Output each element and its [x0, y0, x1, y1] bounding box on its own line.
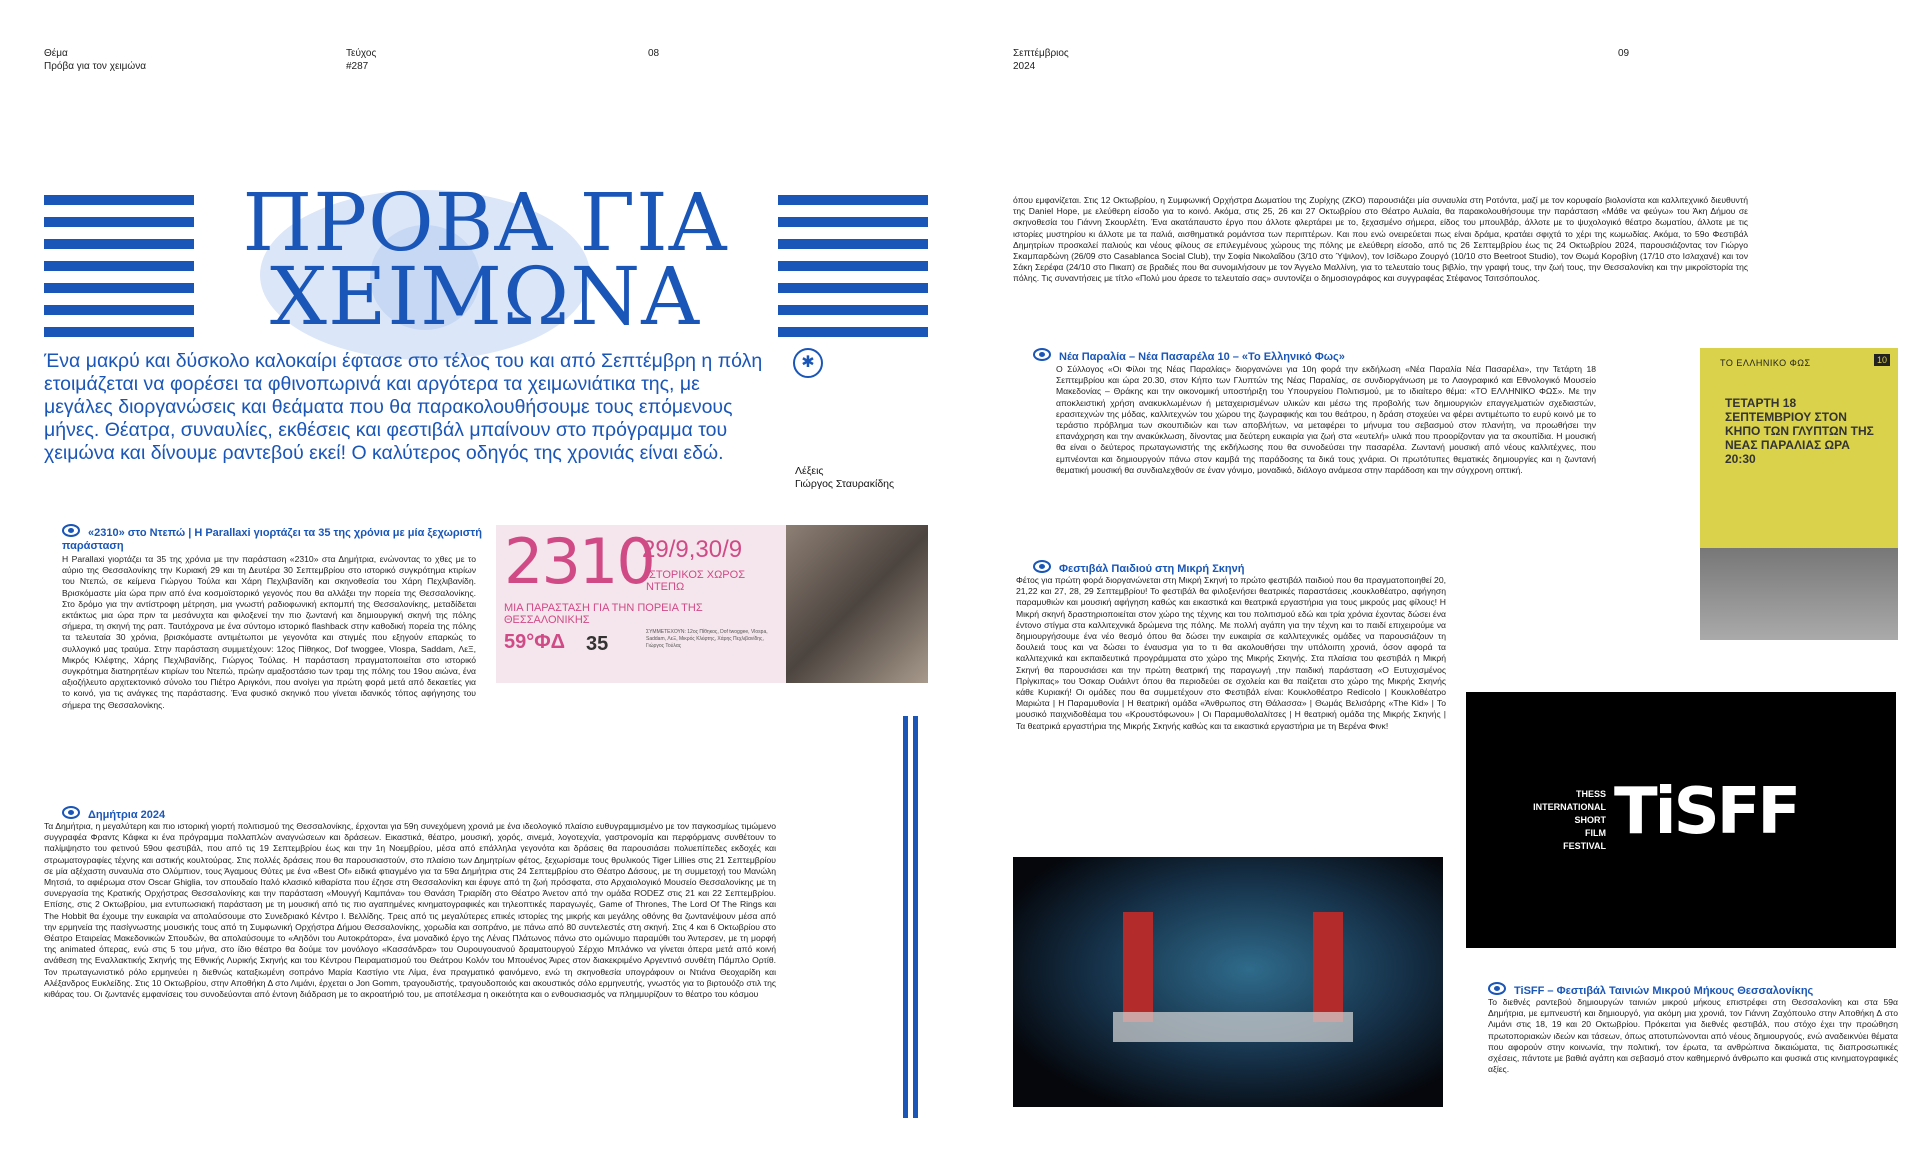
header-issue-label: Τεύχος [346, 48, 377, 59]
section-neaparalia-body: Ο Σύλλογος «Οι Φίλοι της Νέας Παραλίας» διοργανώνει για 10η φορά την εκδήλωση «Νέα Παραλία Νέα Πασαρέλα», την Τετάρτη 18 Σεπτεμβρίου και ώρα 20.30, στον Κήπο των Γλυπτών της Νέας Παραλίας, σε συνδιοργάνωση με το Λαογραφικό και Εθνολογικό Μουσείο Μακεδονίας – Θράκης και την οικονομική υποστήριξη του Υπουργείου Πολιτισμού, με το ιδιαίτερο θέμα: «ΤΟ ΕΛΛΗΝΙΚΟ ΦΩΣ». Με την αποκλειστική χρήση ανακυκλωμένων ή μεταχειρισμένων υλικών και μέσω της προβολής των δημιουργιών επαγγελματιών σχεδιαστών, ερασιτεχνών της μόδας, καλλιτεχνών του χώρου της ζωγραφικής και του θεάτρου, η δράση στοχεύει να φέρει αντιμέτωπο το ευρύ κοινό με το τεράστιο πρόβλημα των σκουπιδιών και των αποβλήτων, να μεταφέρει το μήνυμα του σεβασμού στον πλανήτη, να προωθήσει την επανάχρηση και την ανακύκλωση, δίνοντας μια δεύτερη ευκαιρία για ζωή στα «ευτελή» υλικά που προορίζονταν για τα σκουπίδια. Η μουσική θα είναι ο δεύτερος πρωταγωνιστής της εκδήλωσης που θα συνοδεύσει την πασαρέλα. Ζωντανή μουσική από νέους καλλιτέχνες, που εμπνέονται και δημιουργούν πάνω στον καμβά της παράδοσης τα δικά τους χνάρια. Οι πρωτότυπες θεματικές δημιουργίες και η ζωντανή θεματική μουσική θα συνδιαλεχθούν σε έναν γόνιμο, μοναδικό, διάλογο ανάμεσα στην παράδοση και την σύγχρονη οπτική. [1056, 364, 1596, 475]
byline-author: Γιώργος Σταυρακίδης [795, 478, 895, 490]
eye-icon [1033, 348, 1051, 361]
poster-title: ΤΟ ΕΛΛΗΝΙΚΟ ΦΩΣ [1720, 358, 1811, 368]
page-number-left: 08 [648, 48, 660, 59]
tisff-logo-panel [1466, 692, 1896, 948]
section-neaparalia-heading: Νέα Παραλία – Νέα Πασαρέλα 10 – «Το Ελληνικό Φως» [1033, 348, 1633, 364]
lead-paragraph: Ένα μακρύ και δύσκολο καλοκαίρι έφτασε στο τέλος του και από Σεπτέμβρη η πόλη ετοιμάζεται να φορέσει τα φθινοπωρινά και αργότερα τα χειμωνιάτικα της, με μεγάλες διοργανώσεις και θεάματα που θα παρακολουθήσουμε τους επόμενους μήνες. Θέατρα, συναυλίες, εκθέσεις και φεστιβάλ μπαίνουν στο πρόγραμμα του χειμώνα και δίνουμε ραντεβού εκεί! Ο καλύτερος οδηγός της χρονιάς είναι εδώ. [44, 350, 763, 464]
performers-photo [786, 525, 928, 683]
ad-2310-number: 2310 [504, 525, 654, 598]
page-title-line1: ΠΡΟΒΑ ΓΙΑ [242, 176, 728, 269]
tisff-small-text: THESS INTERNATIONAL SHORT FILM FESTIVAL [1533, 789, 1606, 851]
section-2310-heading: «2310» στο Ντεπώ | Η Parallaxi γιορτάζει τα 35 της χρόνια με μία ξεχωριστή παράσταση [62, 524, 482, 553]
ad-2310-festival-mark: 59°ΦΔ [504, 631, 566, 653]
section-tisff-body: Το διεθνές ραντεβού δημιουργών ταινιών μικρού μήκους επιστρέφει στη Θεσσαλονίκη και στα 59α Δημήτρια, με εμπνευστή και δημιουργό, για ακόμη μια χρονιά, τον Γιάννη Ζαχόπουλο στην Αποθήκη Δ στο Λιμάνι στις 18, 19 και 20 Οκτωβρίου. Πρόκειται για διεθνές φεστιβάλ, που στόχο έχει την προώθηση πρωτοποριακών ιδεών και τάσεων, όπως αποτυπώνονται από νέους δημιουργούς, ενώ αναδεικνύει θέματα που αφορούν στην κοινωνία, την πολιτική, τον έρωτα, τα ανθρώπινα δικαιώματα, τις διαπροσωπικές σχέσεις, πάντοτε με βαθιά αγάπη και σεβασμό στον καθημερινό άνθρωπο και φυσικά στις κινηματογραφικές αξίες. [1488, 997, 1898, 1075]
poster-number: 10 [1874, 354, 1890, 366]
section-dimitria-body: Τα Δημήτρια, η μεγαλύτερη και πιο ιστορική γιορτή πολιτισμού της Θεσσαλονίκης, έρχονται για 59η συνεχόμενη χρονιά με ένα ιδεολογικό πλαίσιο ευθυγραμμισμένο με τον παγκοσμίως τιμώμενο συγγραφέα Φραντς Κάφκα κι ένα πρόγραμμα πολλαπλών αναγνώσεων και δράσεων. Εικαστικά, θέατρο, μουσική, χορός, σινεμά, λογοτεχνία, γαστρονομία και περφόρμανς συνθέτουν το παλίμψηστο του φετινού 59ου φεστιβάλ, που από τις 19 Σεπτεμβρίου έως και την 1η Νοεμβρίου, μέσα από επάλληλα γεγονότα και δράσεις θα παρουσιάσει πολυεπίπεδες εκδοχές και στρωματογραφίες τέχνης και αστικής κουλτούρας. Στις πολλές δράσεις που θα παρουσιαστούν, στο πλαίσιο των Δημητρίων φέτος, ξεχωρίσαμε τους θρυλικούς Tiger Lillies στις 21 Σεπτεμβρίου σε μία αξέχαστη συναυλία στο Ολύμπιον, τους Άγαμους Θύτες με ένα «Best Of» ειδικά φτιαγμένο για τα 59α Δημήτρια στις 24 Σεπτεμβρίου στο Θέατρο Δάσους, με τη συμμετοχή του Μανώλη Μητσιά, το αφιέρωμα στον Oscar Ghiglia, τον σπουδαίο Ιταλό κλασικό κιθαρίστα που έζησε στη Θεσσαλονίκη και έφυγε από τη ζωή πρόσφατα, στο Αρχαιολογικό Μουσείο Θεσσαλονίκης με τη συνεργασία της Κρατικής Ορχήστρας Θεσσαλονίκης και την παράσταση «Μουγγή Καμπάνα» του Θανάση Τριαρίδη στο Θέατρο Άνετον από την ομάδα RODEZ στις 21 και 22 Σεπτεμβρίου. Επίσης, στις 2 Οκτωβρίου, μια εντυπωσιακή παράσταση με τη μουσική από τις πιο αγαπημένες κινηματογραφικές και τηλεοπτικές παραγωγές, Game of Thrones, The Lord Of The Rings και The Hobbit θα έχουμε την ευκαιρία να απολαύσουμε στο Συνεδριακό Κέντρο Ι. Βελλίδης. Τρεις από τις μεγαλύτερες επικές ιστορίες της μικρής και μεγάλης οθόνης θα ζωντανέψουν μέσα από την ερμηνεία της πασίγνωστης μουσικής τους από τη Συμφωνική Ορχήστρα Δήμου Θεσσαλονίκης, χορωδία και σοπράνο, με πάνω από 80 συντελεστές στη σκηνή. Στις 4 και 6 Οκτωβρίου στο Θέατρο Εταιρείας Μακεδονικών Σπουδών, θα απολαύσουμε το «Αηδόνι του Αυτοκράτορα», ένα μοναδικό έργο της Λένας Πλάτωνος πάνω στο ομώνυμο παραμύθι του Άντερσεν, με τη μορφή της animated όπερας, ενώ στις 5 του μήνα, στο ίδιο θέατρο θα δούμε τον μονόλογο «Κασσάνδρα» του Ουρουγουανού δραματουργού Σέρχιο Μπλάνκο να γίνεται όπερα μετά από κοινή ανάθεση της Εναλλακτικής Σκηνής της Εθνικής Λυρικής Σκηνής και του Κέντρου Πειραματισμού του Θεάτρου Κολόν του Μπουένος Άιρες στον διακεκριμένο Αργεντινό συνθέτη Πάμπλο Ορτίθ. Τον πρωταγωνιστικό ρόλο ερμηνεύει η διεθνώς καταξιωμένη σοπράνο Μαρία Καστίγιο ντε Λίμα, ένα πραγματικό φαινόμενο, ενώ τη σκηνοθεσία υπογράφουν οι Ντιάνα Θεοχαρίδη και Αλέξανδρος Ευκλείδης. Στις 10 Οκτωβρίου, στην Αποθήκη Δ στο Λιμάνι, έρχεται ο Jon Gomm, τραγουδιστής, τραγουδοποιός και ακουστικός σόλο ερμηνευτής, γνωστός για το βιρτουόζο στιλ της κιθάρας του. Οι ζωντανές εμφανίσεις του συνοδεύονται από έντονη διάδραση με το ακροατήριό του, με αποτέλεσμα η οικειότητα και ο ενθουσιασμός να πλημμυρίζουν το θέατρο του κόσμου [44, 821, 776, 1000]
poster-elliniko-fos [1700, 348, 1898, 640]
ad-2310-subtitle: ΜΙΑ ΠΑΡΑΣΤΑΣΗ ΓΙΑ ΤΗΝ ΠΟΡΕΙΑ ΤΗΣ ΘΕΣΣΑΛΟΝΙΚΗΣ [504, 602, 703, 626]
header-date [1013, 47, 1069, 73]
tisff-logo-mark: TiSFF [1614, 775, 1799, 849]
ad-2310-place: ΙΣΤΟΡΙΚΟΣ ΧΩΡΟΣ ΝΤΕΠΩ [646, 569, 745, 593]
vertical-rule-2 [913, 716, 918, 1118]
header-section-label: Θέμα [44, 48, 68, 59]
page-title-line2: ΧΕΙΜΩΝΑ [270, 250, 700, 343]
header-issue [346, 47, 376, 73]
eye-icon [62, 806, 80, 819]
star-icon: ✱ [793, 348, 823, 378]
header-year: 2024 [1013, 61, 1036, 72]
stage-photo [1013, 857, 1443, 1107]
section-dimitria-continued: όπου εμφανίζεται. Στις 12 Οκτωβρίου, η Συμφωνική Ορχήστρα Δωματίου της Ζυρίχης (ZKO) παρουσιάζει μία συναυλία στη Ροτόντα, μαζί με τον κορυφαίο βιολονίστα και καλλιτεχνικό διευθυντή της Daniel Hope, με ελεύθερη είσοδο για το κοινό. Ακόμα, στις 25, 26 και 27 Οκτωβρίου στο Θέατρο Αυλαία, θα παρακολουθήσουμε την παράσταση «Μάθε να φεύγω» του Άκη Δήμου σε σκηνοθεσία του Γιάννη Σκουρλέτη. Ένα ακατάπαυστο έργο που άλλοτε φλερτάρει με το, ξεχασμένο σήμερα, είδος του μπουλβάρ, άλλοτε με το ψυχολογικό θέατρο δωματίου, άλλοτε με τις ιστορίες μυστηρίου κι άλλοτε με τα παλιά, αισθηματικά ρομάντσα των περιπτέρων. Και που ενώ ονειρεύεται πως είναι δράμα, κρατάει σφιχτά το χέρι της κωμωδίας. Ακόμα, το 59ο Φεστιβάλ Δημητρίων προσκαλεί παλιούς και νέους φίλους σε επιλεγμένους χώρους της πόλης με ελεύθερη είσοδο, από τις 26 Σεπτεμβρίου έως τις 24 Οκτωβρίου 2024, παρουσιάζοντας τον Γιώργο Σκαμπαρδώνη (26/09 στο Casablanca Social Club), την Σοφία Νικολαΐδου (3/10 στο Ύψιλον), τον Ισίδωρο Ζουργό (10/10 στο Beetroot Studio), τον Θωμά Κοροβίνη (17/10 στο Ισλαχανέ) και τον Σάκη Σερέφα (24/10 στο Πικαπ) σε βραδιές που θα συνομιλήσουν με τον Άγγελο Μαλλίνη, για το τελευταίο τους βιβλίο, την γραφή τους, την ζωή τους, την Θεσσαλονίκη και την μικροϊστορία της πόλης. Τις συναντήσεις με τίτλο «Πολύ μου άρεσε το τελευταίο σας» συντονίζει ο δημοσιογράφος και συγγραφέας Στέφανος Τσιτσόπουλος. [1013, 195, 1748, 284]
eye-icon [1033, 560, 1051, 573]
section-2310-body: Η Parallaxi γιορτάζει τα 35 της χρόνια με την παράσταση «2310» στα Δημήτρια, ενώνοντας το χθες με το αύριο της Θεσσαλονίκης την Κυριακή 29 και τη Δευτέρα 30 Σεπτεμβρίου στο ιστορικό συγκρότημα κτιρίων του Ντεπώ, σε κείμενα Γιώργου Τούλα και Χάρη Πεχλιβανίδη και σκηνοθεσία του Χάρη Πεχλιβανίδη. Βρισκόμαστε μία ώρα πριν από ένα κοσμοϊστορικό γεγονός που θα αλλάξει την πορεία της Θεσσαλονίκης. Στο δρόμο για την αντίστροφη μέτρηση, μια γνωστή ραδιοφωνική εκπομπή της Θεσσαλονίκης, μεταδίδεται εκτάκτως μια ώρα πριν τα μεσάνυχτα και φιλοξενεί την πιο ζωντανή και δημιουργική σκηνή της πόλης σήμερα, τη σκηνή της ραπ. Ταυτόχρονα με ένα σύντομο ιστορικό flashback στην καθοδική πορεία της πόλης τα τελευταία 30 χρόνια, βρισκόμαστε αντιμέτωποι με γεγονότα και στιγμές που εξηγούν επαρκώς το συλλογικό μας τραύμα. Στην παράσταση συμμετέχουν: 12ος Πίθηκος, Dof twoggee, Vlospa, Saddam, ΛεΞ, Μικρός Κλέφτης, Χάρης Πεχλιβανίδης, Γιώργος Τούλας. Η παράσταση πραγματοποιείται στο ιστορικό συγκρότημα διατηρητέων κτιρίων του Ντεπώ, πρώην αμαξοστάσιο των τραμ της πόλης του 19ου αιώνα, ένα αξιοζήλευτο αρχιτεκτονικό σύνολο του Πιέτρο Αριγκόνι, που ανοίγει για πρώτη φορά μετά από δεκαετίες για το κοινό, για τις ανάγκες της παράστασης. Ένα φυσικό σκηνικό που γίνεται ιδανικός τόπος αφήγησης του σήμερα της Θεσσαλονίκης. [62, 554, 476, 710]
section-tisff-heading: TiSFF – Φεστιβάλ Ταινιών Μικρού Μήκους Θεσσαλονίκης [1488, 982, 1908, 998]
byline-label: Λέξεις [795, 465, 824, 477]
byline [795, 465, 894, 491]
header-month: Σεπτέμβριος [1013, 48, 1069, 59]
eye-icon [1488, 982, 1506, 995]
header-issue-value: #287 [346, 61, 369, 72]
section-kids-heading: Φεστιβάλ Παιδιού στη Μικρή Σκηνή [1033, 560, 1433, 576]
page-number-right: 09 [1618, 48, 1630, 59]
vertical-rule-1 [903, 716, 908, 1118]
header-section [44, 47, 146, 73]
ad-2310-years-mark: 35 [586, 633, 609, 655]
ad-2310 [496, 525, 786, 683]
ad-2310-dates: 29/9,30/9 [642, 536, 743, 563]
section-dimitria-heading: Δημήτρια 2024 [62, 806, 462, 822]
poster-photo [1700, 548, 1898, 640]
section-kids-body: Φέτος για πρώτη φορά διοργανώνεται στη Μικρή Σκηνή το πρώτο φεστιβάλ παιδιού που θα πραγματοποιηθεί 20, 21,22 και 27, 28, 29 Σεπτεμβρίου! Το φεστιβάλ θα φιλοξενήσει θεατρικές παραστάσεις ,κουκλοθέατρο, αφήγηση παραμυθιών και μουσική αφήγηση καθώς και εικαστικά και θεατρικά εργαστήρια για τους μικρούς μας φίλους! Η Μικρή σκηνή δραστηριοποιείται στον χώρο της τέχνης και του πολιτισμού εδώ και τρία χρόνια έχοντας δώσει ένα έντονο στίγμα στα καλλιτεχνικά δρώμενα της πόλης. Με πολλή αγάπη για την τέχνη και το παιδί επιχειρούμε να δημιουργήσουμε ένα νέο θεσμό όπου θα δώσει την ευκαιρία σε καλλιτεχνικές ομάδες να παρουσιάζουν τη δουλειά τους και να δώσει το έναυσμα για το τι θα ακολουθήσει την υπόλοιπη χρονιά, όσον αφορά τα καλλιτεχνικά και εκπαιδευτικά προγράμματα στο χώρο της Μικρής Σκηνής. Στα πλαίσια του φεστιβάλ η Μικρή Σκηνή θα παρουσιάσει και την πρώτη θεατρική της παραγωγή ,την παιδική παράσταση «Ο Ευτυχισμένος Πρίγκιπας» του Όσκαρ Ουάιλντ όπου θα περιοδεύει σε σχολεία και θα παίζεται στο χώρο της Μικρής Σκηνής κάθε Κυριακή! Οι ομάδες που θα συμμετέχουν στο Φεστιβάλ είναι: Κουκλοθέατρο Redicolo | Κουκλοθέατρο Μαριώτα | Η Παραμυθονία | Η θεατρική ομάδα «Άνθρωπος στη Θάλασσα» | Θωμάς Βελισάρης «The Kid» | Το μουσικό παιχνιδοθέαμα του «Κρουστόφωνου» | Οι Παραμυθολαλίτσες | Η θεατρική ομάδα της Μικρής Σκηνής | Τα θεατρικά εργαστήρια της Μικρής Σκηνής καθώς και τα εικαστικά εργαστήρια με τη Βερένα Φινκ! [1016, 575, 1446, 731]
header-section-value: Πρόβα για τον χειμώνα [44, 61, 146, 72]
poster-headline: ΤΕΤΑΡΤΗ 18 ΣΕΠΤΕΜΒΡΙΟΥ ΣΤΟΝ ΚΗΠΟ ΤΩΝ ΓΛΥΠΤΩΝ ΤΗΣ ΝΕΑΣ ΠΑΡΑΛΙΑΣ ΩΡΑ 20:30 [1725, 396, 1874, 466]
ad-2310-cast: ΣΥΜΜΕΤΕΧΟΥΝ: 12ος Πίθηκος, Dof twoggee, Vlospa, Saddam, ΛεΞ, Μικρός Κλέφτης, Χάρης Πεχλιβανίδης, Γιώργος Τούλας [646, 629, 768, 649]
page-title [190, 176, 780, 343]
eye-icon [62, 524, 80, 537]
